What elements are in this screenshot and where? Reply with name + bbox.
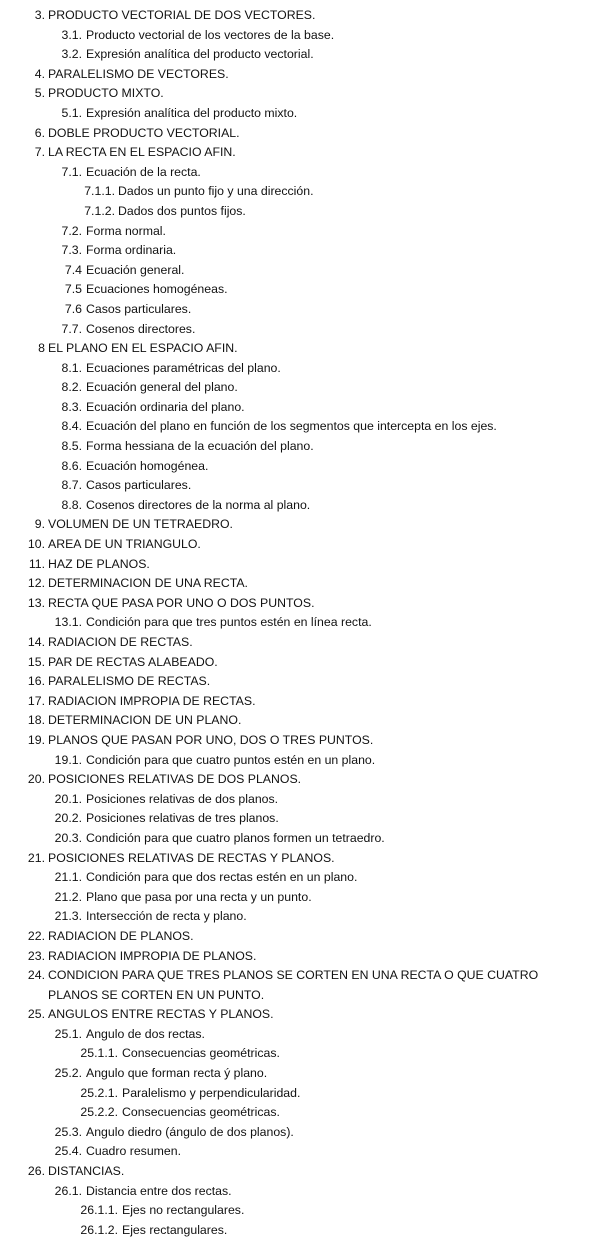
toc-entry — [0, 163, 600, 183]
toc-entry-number: 7.2. — [61, 223, 82, 238]
toc-entry-title: Expresión analítica del producto vectorial. — [86, 47, 314, 62]
toc-entry-title: Casos particulares. — [86, 301, 192, 316]
toc-entry-number: 3.1. — [61, 27, 82, 42]
toc-entry-title: RECTA QUE PASA POR UNO O DOS PUNTOS. — [48, 595, 315, 610]
toc-entry-number: 25.1.1. — [80, 1046, 118, 1061]
toc-entry-number: 8.6. — [61, 458, 82, 473]
toc-entry-number: 25.2.1. — [80, 1085, 118, 1100]
toc-entry-title: Expresión analítica del producto mixto. — [86, 105, 298, 120]
toc-entry — [0, 613, 600, 633]
toc-entry-title: CONDICION PARA QUE TRES PLANOS SE CORTEN EN UNA RECTA O QUE CUATRO — [48, 968, 539, 983]
toc-entry-number: 26.1.1. — [80, 1203, 118, 1218]
toc-entry-number: 25.1. — [54, 1026, 82, 1041]
toc-entry-number: 21.3. — [54, 909, 82, 924]
toc-entry-number: 16. — [27, 674, 45, 689]
toc-entry-title: DETERMINACION DE UNA RECTA. — [48, 576, 248, 591]
toc-entry — [0, 868, 600, 888]
toc-entry-title: Posiciones relativas de dos planos. — [86, 791, 279, 806]
toc-entry-number: 24. — [27, 968, 45, 983]
toc-entry — [0, 143, 600, 163]
toc-entry — [0, 1162, 600, 1182]
toc-entry-number: 20.2. — [54, 811, 82, 826]
toc-entry-title: Plano que pasa por una recta y un punto. — [86, 889, 312, 904]
toc-entry-title: Producto vectorial de los vectores de la base. — [86, 27, 335, 42]
toc-entry — [0, 555, 600, 575]
toc-entry — [0, 731, 600, 751]
toc-entry — [0, 751, 600, 771]
toc-entry-number: 8 — [38, 341, 45, 356]
toc-entry-number: 5. — [34, 86, 45, 101]
toc-entry-number: 18. — [27, 713, 45, 728]
toc-entry-title: ANGULOS ENTRE RECTAS Y PLANOS. — [48, 1007, 274, 1022]
toc-entry — [0, 1084, 600, 1104]
toc-entry-title: RADIACION IMPROPIA DE PLANOS. — [48, 948, 257, 963]
toc-entry-number: 8.2. — [61, 380, 82, 395]
toc-entry-number: 25.2. — [54, 1066, 82, 1081]
table-of-contents — [0, 6, 600, 1240]
toc-entry-number: 3.2. — [61, 47, 82, 62]
toc-entry — [0, 1142, 600, 1162]
toc-entry — [0, 907, 600, 927]
toc-entry-number: 25.3. — [54, 1124, 82, 1139]
toc-entry — [0, 45, 600, 65]
toc-entry-title: RADIACION DE RECTAS. — [48, 635, 193, 649]
toc-entry — [0, 1064, 600, 1084]
toc-entry — [0, 790, 600, 810]
toc-entry-number: 25.4. — [54, 1144, 82, 1159]
toc-entry-title: EL PLANO EN EL ESPACIO AFIN. — [48, 341, 238, 356]
toc-entry-number: 10. — [27, 537, 45, 552]
toc-entry — [0, 457, 600, 477]
toc-entry — [0, 280, 600, 300]
toc-entry — [0, 300, 600, 320]
toc-entry — [0, 241, 600, 261]
toc-entry-number: 15. — [27, 654, 45, 669]
toc-entry — [0, 378, 600, 398]
toc-entry — [0, 222, 600, 242]
toc-entry — [0, 947, 600, 967]
toc-entry — [0, 672, 600, 692]
toc-entry — [0, 261, 600, 281]
toc-entry-number: 26.1.2. — [80, 1222, 118, 1237]
toc-entry — [0, 476, 600, 496]
toc-entry-title: Ecuación homogénea. — [86, 458, 209, 473]
toc-entry-number: 5.1. — [61, 105, 82, 120]
toc-entry — [0, 986, 600, 1006]
toc-entry-number: 19.1. — [54, 752, 82, 767]
toc-entry-title: DOBLE PRODUCTO VECTORIAL. — [48, 125, 240, 140]
toc-entry-number: 7.7. — [61, 321, 82, 336]
toc-entry-title: RADIACION DE PLANOS. — [48, 928, 194, 943]
toc-entry-number: 23. — [27, 948, 45, 963]
toc-entry-number: 7.5 — [64, 282, 82, 297]
toc-entry — [0, 1123, 600, 1143]
toc-entry-number: 7.4 — [64, 262, 82, 277]
toc-entry-number: 13. — [27, 595, 45, 610]
toc-entry — [0, 888, 600, 908]
toc-entry-number: 7. — [34, 145, 45, 160]
toc-entry — [0, 1005, 600, 1025]
toc-entry-number: 9. — [34, 517, 45, 532]
toc-entry — [0, 417, 600, 437]
toc-entry — [0, 496, 600, 516]
toc-entry — [0, 849, 600, 869]
toc-entry — [0, 359, 600, 379]
toc-entry-number: 25. — [27, 1007, 45, 1022]
toc-entry-number: 25.2.2. — [80, 1105, 118, 1120]
toc-entry-title: Condición para que cuatro puntos estén en un plano. — [86, 752, 376, 767]
toc-entry-number: 20.1. — [54, 791, 82, 806]
toc-entry-title: Cosenos directores de la norma al plano. — [86, 497, 311, 512]
toc-entry — [0, 398, 600, 418]
toc-entry — [0, 339, 600, 359]
toc-entry-number: 26. — [27, 1164, 45, 1179]
toc-entry-title: DISTANCIAS. — [48, 1164, 125, 1179]
toc-entry — [0, 535, 600, 555]
toc-entry-number: 8.1. — [61, 360, 82, 375]
toc-entry-number: 7.1. — [61, 164, 82, 179]
toc-entry-number: 7.1.1. — [84, 184, 115, 199]
toc-entry-title: Ejes no rectangulares. — [122, 1203, 245, 1218]
toc-entry-number: 19. — [27, 732, 45, 747]
toc-entry-number: 8.5. — [61, 439, 82, 454]
toc-entry-title: Condición para que cuatro planos formen un tetraedro. — [86, 830, 385, 845]
toc-entry — [0, 437, 600, 457]
toc-entry-number: 17. — [27, 693, 45, 708]
toc-entry — [0, 594, 600, 614]
toc-entry-title: Dados dos puntos fijos. — [118, 203, 246, 218]
toc-entry — [0, 320, 600, 340]
toc-entry-number: 20.3. — [54, 830, 82, 845]
toc-entry-number: 6. — [34, 125, 45, 140]
toc-entry-title: RADIACION IMPROPIA DE RECTAS. — [48, 693, 256, 708]
toc-entry — [0, 1221, 600, 1240]
toc-entry-title: Ecuaciones homogéneas. — [86, 282, 228, 297]
toc-entry-title: Ecuaciones paramétricas del plano. — [86, 360, 281, 375]
toc-entry-title: PRODUCTO MIXTO. — [48, 86, 164, 101]
toc-entry — [0, 202, 600, 222]
toc-entry-title: Cosenos directores. — [86, 321, 196, 336]
toc-entry-number: 14. — [27, 635, 45, 649]
toc-entry-title: Condición para que tres puntos estén en línea recta. — [86, 615, 372, 630]
toc-entry-title: Forma ordinaria. — [86, 243, 177, 258]
toc-entry — [0, 65, 600, 85]
toc-entry-number: 21.2. — [54, 889, 82, 904]
toc-entry-title: Cuadro resumen. — [86, 1144, 182, 1159]
toc-entry — [0, 653, 600, 673]
toc-entry-title: Casos particulares. — [86, 478, 192, 493]
toc-entry-number: 20. — [27, 772, 45, 787]
toc-entry-title: Ecuación general del plano. — [86, 380, 238, 395]
toc-entry-title: Consecuencias geométricas. — [122, 1046, 280, 1061]
toc-entry-title: Ecuación general. — [86, 262, 185, 277]
toc-entry-number: 7.3. — [61, 243, 82, 258]
toc-entry-title: Angulo que forman recta ý plano. — [86, 1066, 268, 1081]
toc-entry — [0, 809, 600, 829]
toc-entry-title: POSICIONES RELATIVAS DE DOS PLANOS. — [48, 772, 302, 787]
toc-entry-title: Ecuación ordinaria del plano. — [86, 399, 245, 414]
toc-entry-title: Intersección de recta y plano. — [86, 909, 247, 924]
toc-entry-number: 11. — [28, 556, 45, 571]
toc-entry — [0, 633, 600, 653]
toc-entry-title: AREA DE UN TRIANGULO. — [48, 537, 201, 552]
toc-entry-title: Dados un punto fijo y una dirección. — [118, 184, 314, 199]
toc-entry — [0, 1182, 600, 1202]
toc-entry — [0, 966, 600, 986]
toc-entry — [0, 829, 600, 849]
toc-entry-number: 8.7. — [61, 478, 82, 493]
toc-entry-number: 21.1. — [54, 870, 82, 885]
toc-entry-number: 4. — [34, 66, 45, 81]
toc-entry — [0, 770, 600, 790]
toc-entry-title: Condición para que dos rectas estén en un plano. — [86, 870, 358, 885]
toc-entry-number: 7.1.2. — [84, 203, 115, 218]
toc-entry — [0, 1025, 600, 1045]
toc-entry-number: 26.1. — [54, 1183, 82, 1198]
toc-entry-title: LA RECTA EN EL ESPACIO AFIN. — [48, 145, 236, 160]
toc-entry-number: 13.1. — [54, 615, 82, 630]
toc-entry-title: Forma normal. — [86, 223, 166, 238]
toc-entry — [0, 515, 600, 535]
toc-entry — [0, 1044, 600, 1064]
toc-entry-number: 7.6 — [64, 301, 82, 316]
toc-entry-title: Paralelismo y perpendicularidad. — [122, 1085, 301, 1100]
toc-entry-title: PRODUCTO VECTORIAL DE DOS VECTORES. — [48, 8, 316, 22]
toc-entry-title: DETERMINACION DE UN PLANO. — [48, 713, 242, 728]
toc-entry-title: VOLUMEN DE UN TETRAEDRO. — [48, 517, 233, 532]
toc-entry — [0, 1201, 600, 1221]
toc-entry-number: 8.8. — [61, 497, 82, 512]
toc-entry-title: Distancia entre dos rectas. — [86, 1183, 232, 1198]
toc-entry-number: 12. — [27, 576, 45, 591]
toc-entry-number: 22. — [27, 928, 45, 943]
toc-entry-title: Ejes rectangulares. — [122, 1222, 228, 1237]
toc-entry — [0, 927, 600, 947]
toc-entry-number: 8.3. — [61, 399, 82, 414]
toc-entry-title: HAZ DE PLANOS. — [48, 556, 150, 571]
toc-entry-title: POSICIONES RELATIVAS DE RECTAS Y PLANOS. — [48, 850, 335, 865]
toc-entry — [0, 1103, 600, 1123]
toc-entry-number: 3. — [34, 8, 45, 22]
toc-entry — [0, 711, 600, 731]
toc-entry — [0, 574, 600, 594]
toc-entry-title: PARALELISMO DE VECTORES. — [48, 66, 229, 81]
toc-entry-title: Forma hessiana de la ecuación del plano. — [86, 439, 314, 454]
toc-entry-title: Ecuación de la recta. — [86, 164, 201, 179]
toc-entry-title: Angulo diedro (ángulo de dos planos). — [86, 1124, 294, 1139]
toc-entry-number: 8.4. — [61, 419, 82, 434]
toc-entry — [0, 182, 600, 202]
toc-entry — [0, 104, 600, 124]
toc-entry-title: Consecuencias geométricas. — [122, 1105, 280, 1120]
toc-entry — [0, 26, 600, 46]
toc-entry-title: Ecuación del plano en función de los segmentos que intercepta en los ejes. — [86, 419, 497, 434]
toc-entry-title: PAR DE RECTAS ALABEADO. — [48, 654, 218, 669]
toc-entry — [0, 6, 600, 26]
toc-entry — [0, 124, 600, 144]
toc-entry-title: PARALELISMO DE RECTAS. — [48, 674, 211, 689]
toc-entry-title: PLANOS SE CORTEN EN UN PUNTO. — [48, 987, 265, 1002]
toc-entry-title: Angulo de dos rectas. — [86, 1026, 205, 1041]
toc-entry — [0, 84, 600, 104]
toc-entry-title: PLANOS QUE PASAN POR UNO, DOS O TRES PUNTOS. — [48, 732, 374, 747]
toc-entry-number: 21. — [27, 850, 45, 865]
toc-entry — [0, 692, 600, 712]
toc-entry-title: Posiciones relativas de tres planos. — [86, 811, 279, 826]
